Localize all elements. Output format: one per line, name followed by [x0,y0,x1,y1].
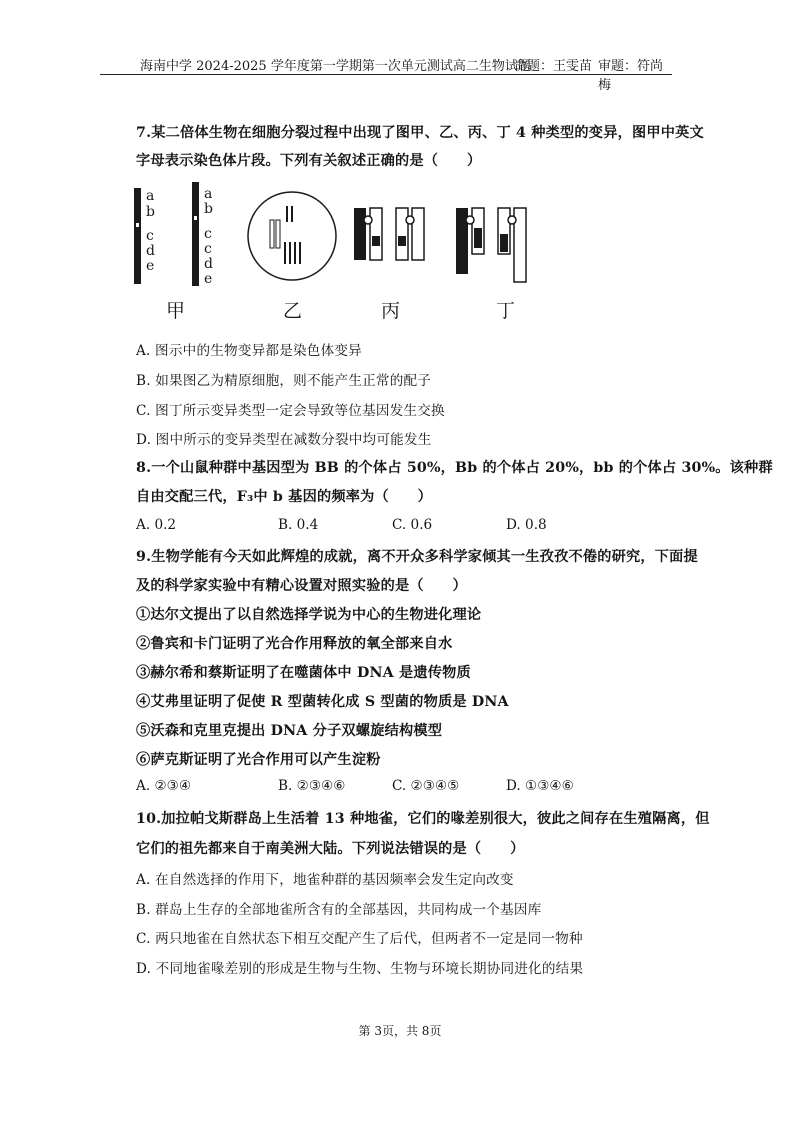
q9-item-1: ①达尔文提出了以自然选择学说为中心的生物进化理论 [136,607,482,623]
q10-option-c: C. 两只地雀在自然状态下相互交配产生了后代，但两者不一定是同一物种 [136,931,583,947]
q9-item-4: ④艾弗里证明了促使 R 型菌转化成 S 型菌的物质是 DNA [136,694,509,710]
page-header [100,52,672,93]
figure-label-yi: 乙 [283,300,303,322]
chromosome-jia-left [134,188,155,284]
q9-item-2: ②鲁宾和卡门证明了光合作用释放的氧全部来自水 [136,636,453,652]
q9-choice-a: A. ②③④ [136,778,192,794]
q7-option-b: B. 如果图乙为精原细胞，则不能产生正常的配子 [136,373,432,389]
jia-letter: b [204,201,213,217]
q7-stem-line2: 字母表示染色体片段。下列有关叙述正确的是（ ） [136,153,482,169]
q10-stem-line1: 10.加拉帕戈斯群岛上生活着 13 种地雀，它们的喙差别很大，彼此之间存在生殖隔离，但 [136,811,710,827]
q7-option-a: A. 图示中的生物变异都是染色体变异 [136,343,362,359]
q9-stem-line2: 及的科学家实验中有精心设置对照实验的是（ ） [136,578,467,594]
chromosomes-ding [456,208,526,282]
q7-option-c: C. 图丁所示变异类型一定会导致等位基因发生交换 [136,403,445,419]
jia-letter: d [146,243,155,259]
q7-stem-line1: 7.某二倍体生物在细胞分裂过程中出现了图甲、乙、丙、丁 4 种类型的变异，图甲中英文 [136,125,704,141]
q10-option-b: B. 群岛上生存的全部地雀所含有的全部基因，共同构成一个基因库 [136,902,542,918]
q9-item-5: ⑤沃森和克里克提出 DNA 分子双螺旋结构模型 [136,723,443,739]
q9-choice-c: C. ②③④⑤ [392,778,460,794]
jia-letter: b [146,204,155,220]
figure-label-ding: 丁 [496,300,516,322]
jia-letter: e [204,271,213,287]
chromosomes-bing [354,208,424,260]
q8-choice-c: C. 0.6 [392,517,433,533]
q10-option-a: A. 在自然选择的作用下，地雀种群的基因频率会发生定向改变 [136,872,514,888]
reviewer: 审题：符尚梅 [598,59,664,93]
jia-letter: c [204,226,212,242]
q8-stem-line1: 8.一个山鼠种群中基因型为 BB 的个体占 50%，Bb 的个体占 20%，bb 的个体占 30%。该种群 [136,460,773,476]
q10-stem-line2: 它们的祖先都来自于南美洲大陆。下列说法错误的是（ ） [136,841,525,857]
jia-letter: c [204,241,212,257]
figure-label-jia: 甲 [166,300,186,322]
q9-choice-b: B. ②③④⑥ [278,778,346,794]
q8-choice-b: B. 0.4 [278,517,319,533]
jia-letter: e [146,258,155,274]
q10-option-d: D. 不同地雀喙差别的形成是生物与生物、生物与环境长期协同进化的结果 [136,961,584,977]
chromosome-jia-right [192,182,213,287]
page-number: 第 3页，共 8页 [358,1024,442,1038]
jia-letter: d [204,256,213,272]
q9-choice-d: D. ①③④⑥ [506,778,574,794]
q7-figure [120,178,540,293]
jia-letter: c [146,228,154,244]
author: 命题：王雯苗 [514,59,593,74]
q8-stem-line2: 自由交配三代，F₃中 b 基因的频率为（ ） [136,489,433,505]
exam-title: 海南中学 2024-2025 学年度第一学期第一次单元测试高二生物试题 [140,59,531,74]
cell-yi [248,192,336,280]
q9-item-3: ③赫尔希和蔡斯证明了在噬菌体中 DNA 是遗传物质 [136,665,471,681]
jia-letter: a [204,186,213,202]
q8-choice-a: A. 0.2 [136,517,177,533]
q9-item-6: ⑥萨克斯证明了光合作用可以产生淀粉 [136,752,381,768]
q7-option-d: D. 图中所示的变异类型在减数分裂中均可能发生 [136,432,432,448]
jia-letter: a [146,188,155,204]
q8-choice-d: D. 0.8 [506,517,547,533]
figure-label-bing: 丙 [381,300,401,322]
q9-stem-line1: 9.生物学能有今天如此辉煌的成就，离不开众多科学家倾其一生孜孜不倦的研究，下面提 [136,549,698,565]
